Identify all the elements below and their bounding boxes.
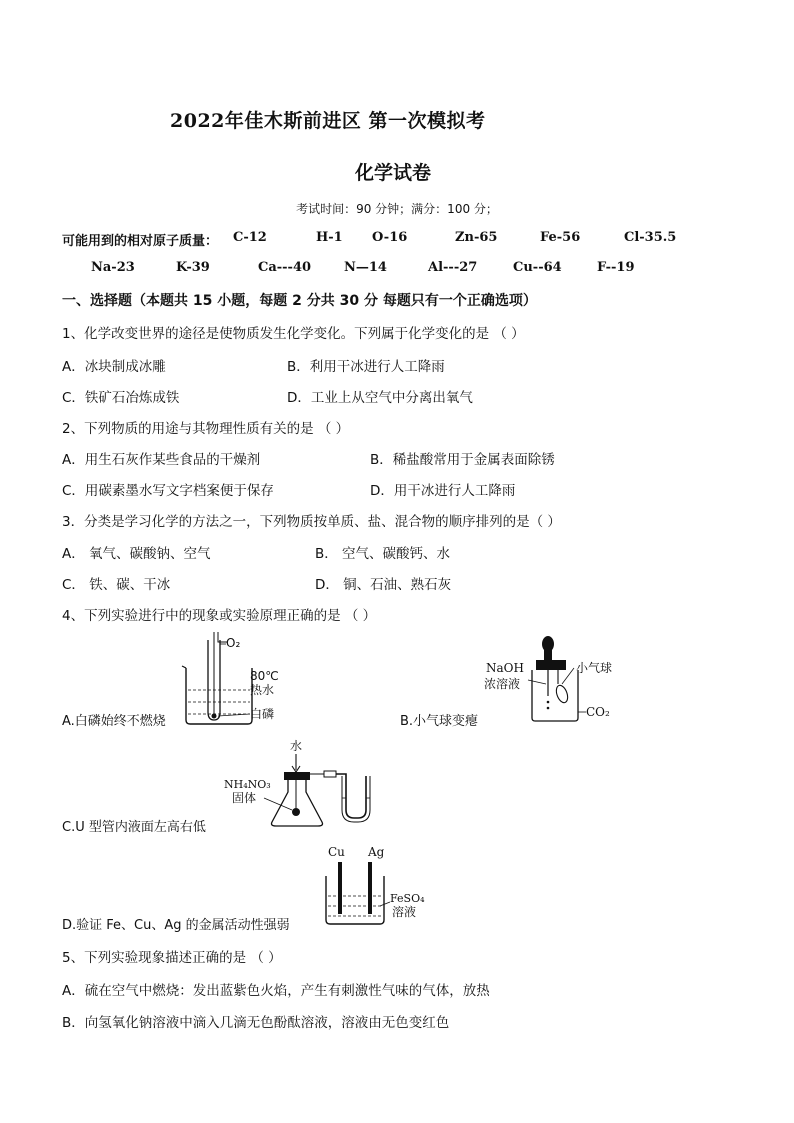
question-4-stem: 4、下列实验进行中的现象或实验原理正确的是 （ ） — [62, 608, 377, 624]
atomic-mass-label: 可能用到的相对原子质量： — [62, 234, 219, 249]
figure-b-balloon-label: 小气球 — [576, 661, 613, 675]
atomic-mass-item: Zn-65 — [455, 230, 498, 245]
figure-b-reagent-concentration: 浓溶液 — [484, 677, 521, 691]
figure-d-apparatus — [320, 840, 430, 930]
atomic-mass-item: Ca---40 — [258, 260, 312, 275]
question-2-stem: 2、下列物质的用途与其物理性质有关的是 （ ） — [62, 421, 350, 437]
figure-a-temp-label: 80℃ — [250, 669, 279, 683]
figure-d-metal2-label: Ag — [368, 845, 385, 859]
question-4-option-a: A.白磷始终不燃烧 — [62, 714, 166, 729]
atomic-mass-item: Al---27 — [428, 260, 478, 275]
figure-d-solution-label: FeSO₄ — [390, 892, 425, 905]
exam-subtitle: 化学试卷 — [355, 162, 432, 184]
question-3-option-d: D． 铜、石油、熟石灰 — [315, 577, 452, 593]
atomic-mass-item: Fe-56 — [540, 230, 581, 245]
question-2-option-c: C．用碳素墨水写文字档案便于保存 — [62, 483, 274, 499]
figure-d-solution-suffix: 溶液 — [392, 905, 417, 919]
question-1-option-b: B．利用干冰进行人工降雨 — [287, 359, 445, 375]
figure-c-apparatus — [224, 736, 389, 830]
question-2-option-a: A．用生石灰作某些食品的干燥剂 — [62, 452, 261, 468]
atomic-mass-item: Cl-35.5 — [624, 230, 677, 245]
question-2-option-b: B．稀盐酸常用于金属表面除锈 — [370, 452, 555, 468]
question-3-stem: 3．分类是学习化学的方法之一，下列物质按单质、盐、混合物的顺序排列的是（ ） — [62, 514, 561, 530]
atomic-mass-item: Cu--64 — [513, 260, 562, 275]
question-5-option-b: B．向氢氧化钠溶液中滴入几滴无色酚酞溶液，溶液由无色变红色 — [62, 1015, 450, 1031]
question-5-stem: 5、下列实验现象描述正确的是 （ ） — [62, 950, 282, 966]
figure-b-reagent-label: NaOH — [486, 661, 524, 675]
question-3-option-a: A． 氧气、碳酸钠、空气 — [62, 546, 211, 562]
atomic-mass-item: Na-23 — [91, 260, 135, 275]
question-3-option-b: B． 空气、碳酸钙、水 — [315, 546, 451, 562]
question-2-option-d: D．用干冰进行人工降雨 — [370, 483, 516, 499]
figure-c-salt-label: NH₄NO₃ — [224, 778, 271, 791]
question-1-option-a: A．冰块制成冰雕 — [62, 359, 166, 375]
question-4-option-b: B.小气球变瘪 — [400, 714, 479, 729]
question-4-option-d: D.验证 Fe、Cu、Ag 的金属活动性强弱 — [62, 918, 290, 933]
question-5-option-a: A．硫在空气中燃烧：发出蓝紫色火焰，产生有刺激性气味的气体，放热 — [62, 983, 490, 999]
figure-b-apparatus — [480, 632, 625, 724]
question-1-stem: 1、化学改变世界的途径是使物质发生化学变化。下列属于化学变化的是 （ ） — [62, 326, 525, 342]
atomic-mass-item: K-39 — [176, 260, 210, 275]
figure-a-apparatus — [178, 632, 288, 728]
figure-d-metal1-label: Cu — [328, 845, 345, 859]
question-1-option-d: D．工业上从空气中分离出氧气 — [287, 390, 473, 406]
exam-title: 2022年佳木斯前进区 第一次模拟考 — [170, 110, 486, 132]
section-heading: 一、选择题（本题共 15 小题，每题 2 分共 30 分 每题只有一个正确选项） — [62, 293, 537, 309]
atomic-mass-item: N—14 — [344, 260, 387, 275]
atomic-mass-item: F--19 — [597, 260, 635, 275]
figure-b-gas-label: CO₂ — [586, 705, 610, 719]
figure-a-gas-label: O₂ — [226, 636, 241, 650]
question-1-option-c: C．铁矿石冶炼成铁 — [62, 390, 180, 406]
figure-a-solid-label: 白磷 — [250, 707, 275, 721]
figure-c-state-label: 固体 — [232, 791, 257, 805]
figure-a-water-label: 热水 — [250, 683, 275, 697]
exam-info: 考试时间：90 分钟；满分：100 分； — [296, 202, 498, 216]
question-3-option-c: C． 铁、碳、干冰 — [62, 577, 171, 593]
atomic-mass-item: O-16 — [372, 230, 408, 245]
atomic-mass-item: C-12 — [233, 230, 267, 245]
figure-c-water-label: 水 — [290, 739, 303, 753]
question-4-option-c: C.U 型管内液面左高右低 — [62, 820, 206, 835]
atomic-mass-item: H-1 — [316, 230, 343, 245]
